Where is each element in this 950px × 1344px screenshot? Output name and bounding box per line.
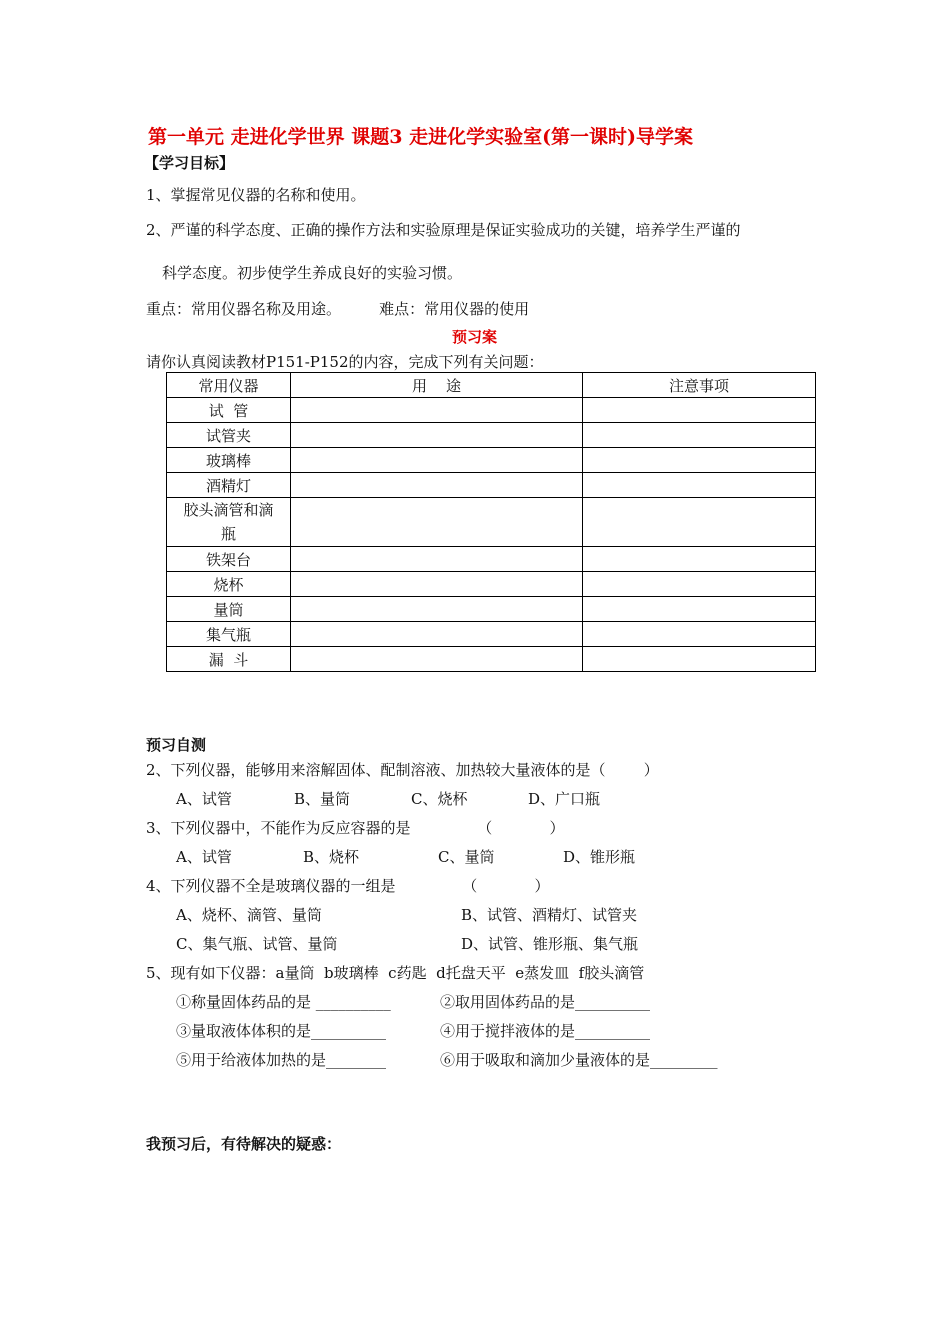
q2-option-c[interactable]: C、烧杯 bbox=[411, 790, 468, 808]
q4-option-d[interactable]: D、试管、锥形瓶、集气瓶 bbox=[461, 935, 639, 953]
question-5: 5、现有如下仪器：a量筒 b玻璃棒 c药匙 d托盘天平 e蒸发皿 f胶头滴管 bbox=[146, 964, 645, 982]
use-cell[interactable] bbox=[291, 473, 583, 498]
table-row bbox=[167, 498, 816, 547]
questions-heading: 我预习后，有待解决的疑惑： bbox=[146, 1135, 342, 1153]
instrument-name-line-1: 胶头滴管和滴 bbox=[183, 501, 274, 519]
use-cell[interactable] bbox=[291, 423, 583, 448]
q4-option-b[interactable]: B、试管、酒精灯、试管夹 bbox=[461, 906, 638, 924]
use-cell[interactable] bbox=[291, 572, 583, 597]
notes-cell[interactable] bbox=[583, 647, 816, 672]
table-row bbox=[167, 398, 816, 423]
instrument-table bbox=[166, 372, 816, 672]
notes-cell[interactable] bbox=[583, 597, 816, 622]
q3-option-a[interactable]: A、试管 bbox=[176, 848, 232, 866]
table-header-row bbox=[167, 373, 816, 398]
objectives-heading: 【学习目标】 bbox=[144, 154, 235, 172]
notes-cell[interactable] bbox=[583, 572, 816, 597]
q4-option-a[interactable]: A、烧杯、滴管、量筒 bbox=[176, 906, 322, 924]
notes-cell[interactable] bbox=[583, 547, 816, 572]
instrument-name: 试 管 bbox=[167, 398, 291, 423]
q3-option-c[interactable]: C、量筒 bbox=[438, 848, 495, 866]
use-cell[interactable] bbox=[291, 597, 583, 622]
q2-option-a[interactable]: A、试管 bbox=[176, 790, 232, 808]
question-2: 2、下列仪器，能够用来溶解固体、配制溶液、加热较大量液体的是（ ） bbox=[146, 761, 659, 779]
notes-cell[interactable] bbox=[583, 622, 816, 647]
instrument-name: 量筒 bbox=[167, 597, 291, 622]
q5-item-1: ①称量固体药品的是 __________ bbox=[176, 993, 391, 1011]
table-row bbox=[167, 647, 816, 672]
instrument-name: 玻璃棒 bbox=[167, 448, 291, 473]
q5-item-6: ⑥用于吸取和滴加少量液体的是_________ bbox=[440, 1051, 718, 1069]
instrument-name: 集气瓶 bbox=[167, 622, 291, 647]
self-test-heading: 预习自测 bbox=[146, 736, 207, 754]
instrument-name: 漏 斗 bbox=[167, 647, 291, 672]
header-notes: 注意事项 bbox=[583, 373, 816, 398]
notes-cell[interactable] bbox=[583, 448, 816, 473]
objective-item-2-line-2: 科学态度。初步使学生养成良好的实验习惯。 bbox=[162, 264, 463, 282]
use-cell[interactable] bbox=[291, 547, 583, 572]
instrument-name: 酒精灯 bbox=[167, 473, 291, 498]
objective-item-1: 1、掌握常见仪器的名称和使用。 bbox=[146, 186, 366, 204]
header-use: 用 途 bbox=[291, 373, 583, 398]
preview-heading: 预习案 bbox=[452, 328, 498, 346]
q5-item-2: ②取用固体药品的是__________ bbox=[440, 993, 651, 1011]
instrument-name bbox=[167, 498, 291, 547]
question-3: 3、下列仪器中，不能作为反应容器的是 （ ） bbox=[146, 819, 565, 837]
table-row bbox=[167, 448, 816, 473]
use-cell[interactable] bbox=[291, 622, 583, 647]
notes-cell[interactable] bbox=[583, 498, 816, 547]
table-row bbox=[167, 547, 816, 572]
notes-cell[interactable] bbox=[583, 473, 816, 498]
q4-option-c[interactable]: C、集气瓶、试管、量筒 bbox=[176, 935, 338, 953]
q2-option-b[interactable]: B、量筒 bbox=[294, 790, 351, 808]
preview-instruction: 请你认真阅读教材P151-P152的内容，完成下列有关问题： bbox=[146, 353, 544, 371]
question-4: 4、下列仪器不全是玻璃仪器的一组是 （ ） bbox=[146, 877, 550, 895]
table-row bbox=[167, 473, 816, 498]
objective-item-2-line-1: 2、严谨的科学态度、正确的操作方法和实验原理是保证实验成功的关键，培养学生严谨的 bbox=[146, 221, 741, 239]
instrument-name-line-2: 瓶 bbox=[220, 525, 236, 543]
q3-option-b[interactable]: B、烧杯 bbox=[303, 848, 360, 866]
key-points: 重点：常用仪器名称及用途。 难点：常用仪器的使用 bbox=[146, 300, 530, 318]
instrument-name: 铁架台 bbox=[167, 547, 291, 572]
table-row bbox=[167, 622, 816, 647]
page-title: 第一单元 走进化学世界 课题3 走进化学实验室(第一课时)导学案 bbox=[148, 126, 694, 148]
header-instrument: 常用仪器 bbox=[167, 373, 291, 398]
notes-cell[interactable] bbox=[583, 423, 816, 448]
q2-option-d[interactable]: D、广口瓶 bbox=[528, 790, 601, 808]
table-row bbox=[167, 597, 816, 622]
use-cell[interactable] bbox=[291, 498, 583, 547]
q5-item-4: ④用于搅拌液体的是__________ bbox=[440, 1022, 651, 1040]
q3-option-d[interactable]: D、锥形瓶 bbox=[563, 848, 636, 866]
use-cell[interactable] bbox=[291, 398, 583, 423]
use-cell[interactable] bbox=[291, 448, 583, 473]
q5-item-3: ③量取液体体积的是__________ bbox=[176, 1022, 387, 1040]
instrument-name: 试管夹 bbox=[167, 423, 291, 448]
notes-cell[interactable] bbox=[583, 398, 816, 423]
instrument-name: 烧杯 bbox=[167, 572, 291, 597]
q5-item-5: ⑤用于给液体加热的是________ bbox=[176, 1051, 387, 1069]
table-row bbox=[167, 423, 816, 448]
use-cell[interactable] bbox=[291, 647, 583, 672]
table-row bbox=[167, 572, 816, 597]
